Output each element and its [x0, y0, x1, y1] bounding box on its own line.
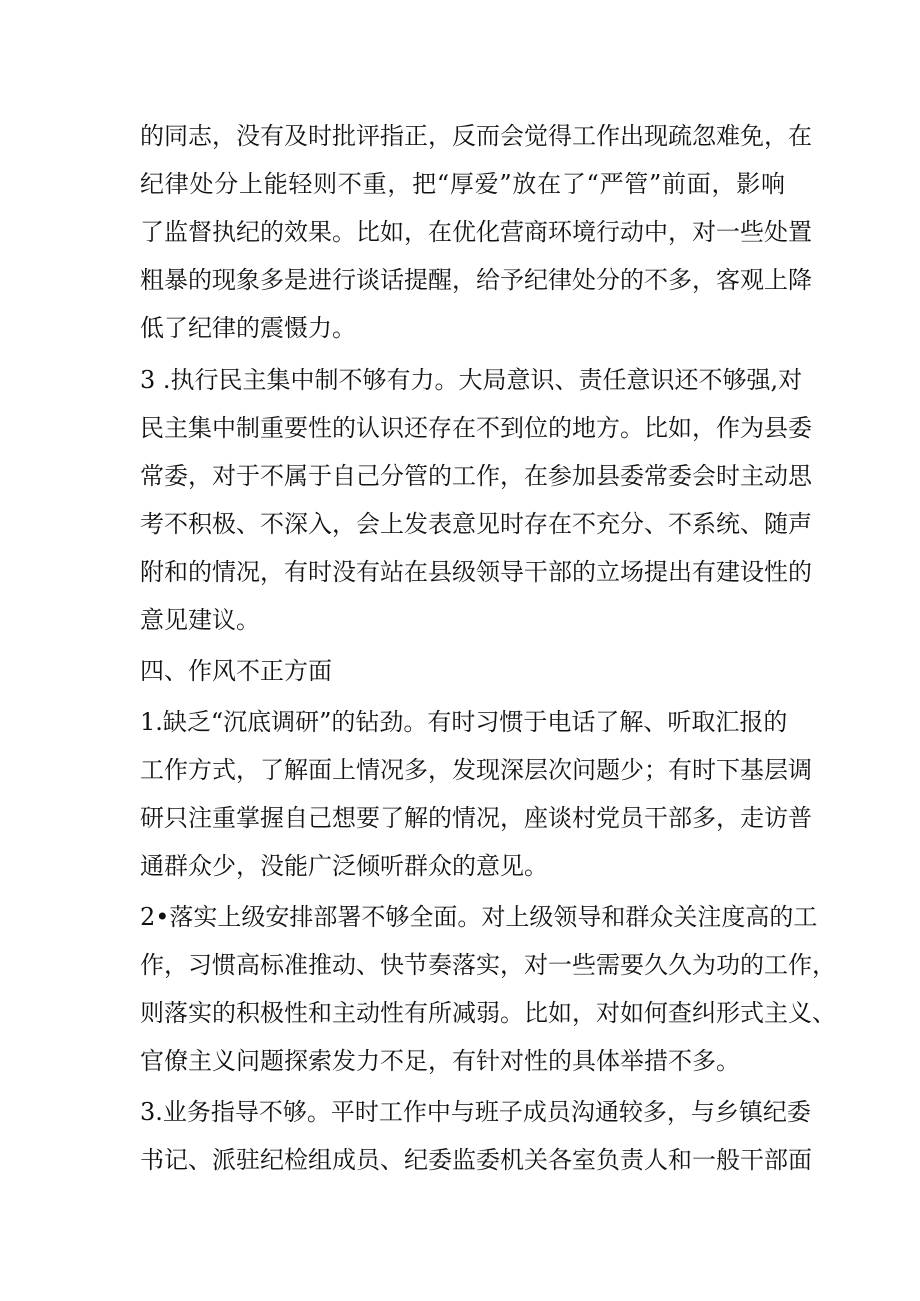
- section-heading: 四、作风不正方面: [140, 657, 332, 685]
- paragraph-line: 作，习惯高标准推动、快节奏落实，对一些需要久久为功的工作，: [140, 951, 836, 979]
- paragraph-line: 工作方式，了解面上情况多，发现深层次问题少；有时下基层调: [140, 756, 812, 784]
- list-item-heading: 3.业务指导不够。平时工作中与班子成员沟通较多，与乡镇纪委: [140, 1098, 811, 1126]
- paragraph-line: 低了纪律的震慑力。: [140, 314, 356, 342]
- paragraph-line: 意见建议。: [140, 606, 260, 634]
- paragraph-line: 附和的情况，有时没有站在县级领导干部的立场提出有建设性的: [140, 558, 812, 586]
- paragraph-line: 了监督执纪的效果。比如，在优化营商环境行动中，对一些处置: [140, 218, 812, 246]
- paragraph-line: 民主集中制重要性的认识还存在不到位的地方。比如，作为县委: [140, 414, 812, 442]
- paragraph-line: 则落实的积极性和主动性有所减弱。比如，对如何查纠形式主义、: [140, 999, 836, 1027]
- list-item-heading: 1.缺乏“沉底调研”的钻劲。有时习惯于电话了解、听取汇报的: [140, 708, 788, 736]
- paragraph-line: 官僚主义问题探索发力不足，有针对性的具体举措不多。: [140, 1047, 740, 1075]
- paragraph-line: 考不积极、不深入，会上发表意见时存在不充分、不系统、随声: [140, 510, 812, 538]
- list-item-heading: 2•落实上级安排部署不够全面。对上级领导和群众关注度高的工: [140, 903, 818, 931]
- paragraph-line: 纪律处分上能轻则不重，把“厚爱”放在了“严管”前面，影响: [140, 170, 785, 198]
- paragraph-line: 通群众少，没能广泛倾听群众的意见。: [140, 852, 548, 880]
- paragraph-line: 书记、派驻纪检组成员、纪委监委机关各室负责人和一般干部面: [140, 1146, 812, 1174]
- list-item-heading: 3 .执行民主集中制不够有力。大局意识、责任意识还不够强,对: [140, 366, 803, 394]
- paragraph-line: 常委，对于不属于自己分管的工作，在参加县委常委会时主动思: [140, 462, 812, 490]
- paragraph-line: 研只注重掌握自己想要了解的情况，座谈村党员干部多，走访普: [140, 804, 812, 832]
- paragraph-line: 的同志，没有及时批评指正，反而会觉得工作出现疏忽难免，在: [140, 122, 812, 150]
- paragraph-line: 粗暴的现象多是进行谈话提醒，给予纪律处分的不多，客观上降: [140, 266, 812, 294]
